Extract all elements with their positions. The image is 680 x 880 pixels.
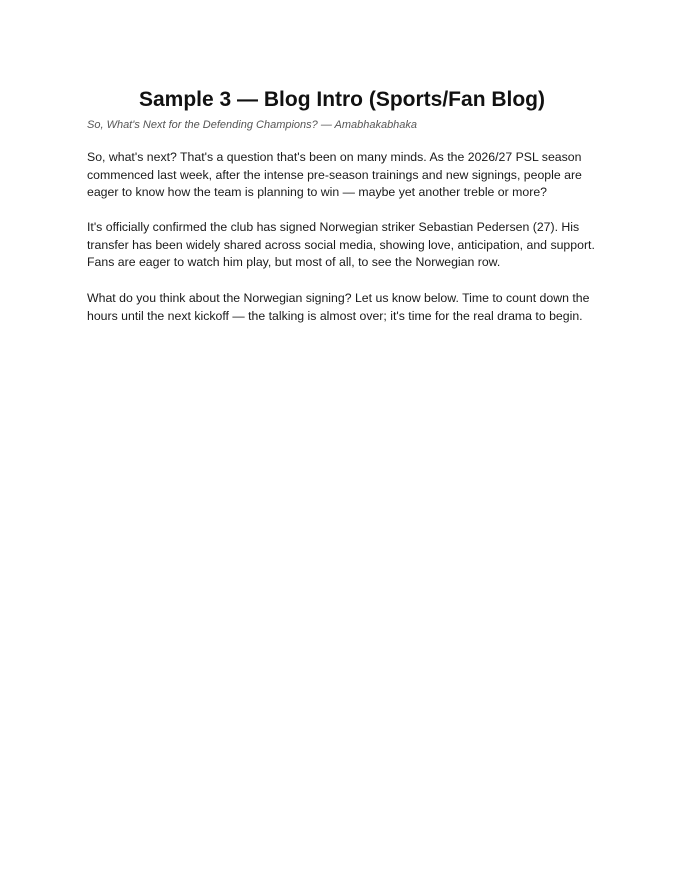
paragraph-line: Fans are eager to watch him play, but most of all, to see the Norwegian row. [87,255,501,269]
paragraph-1 [87,149,597,202]
page-subtitle: So, What's Next for the Defending Champions? — Amabhakabhaka [87,119,418,131]
paragraph-line: hours until the next kickoff — the talking is almost over; it's time for the real drama to begin. [87,308,583,323]
paragraph-line: What do you think about the Norwegian signing? Let us know below. Time to count down the [87,291,590,305]
paragraph-line: eager to know how the team is planning to win — maybe yet another treble or more? [87,185,548,199]
paragraph-line: It's officially confirmed the club has signed Norwegian striker Sebastian Pedersen (27). His [87,220,580,234]
paragraph-line: transfer has been widely shared across social media, showing love, anticipation, and support. [87,237,595,252]
paragraph-line: commenced last week, after the intense pre-season trainings and new signings, people are [87,167,582,182]
paragraph-2 [87,219,597,272]
paragraph-line: So, what's next? That's a question that's been on many minds. As the 2026/27 PSL season [87,150,582,164]
paragraph-3 [87,290,597,325]
page-title: Sample 3 — Blog Intro (Sports/Fan Blog) [138,88,545,111]
